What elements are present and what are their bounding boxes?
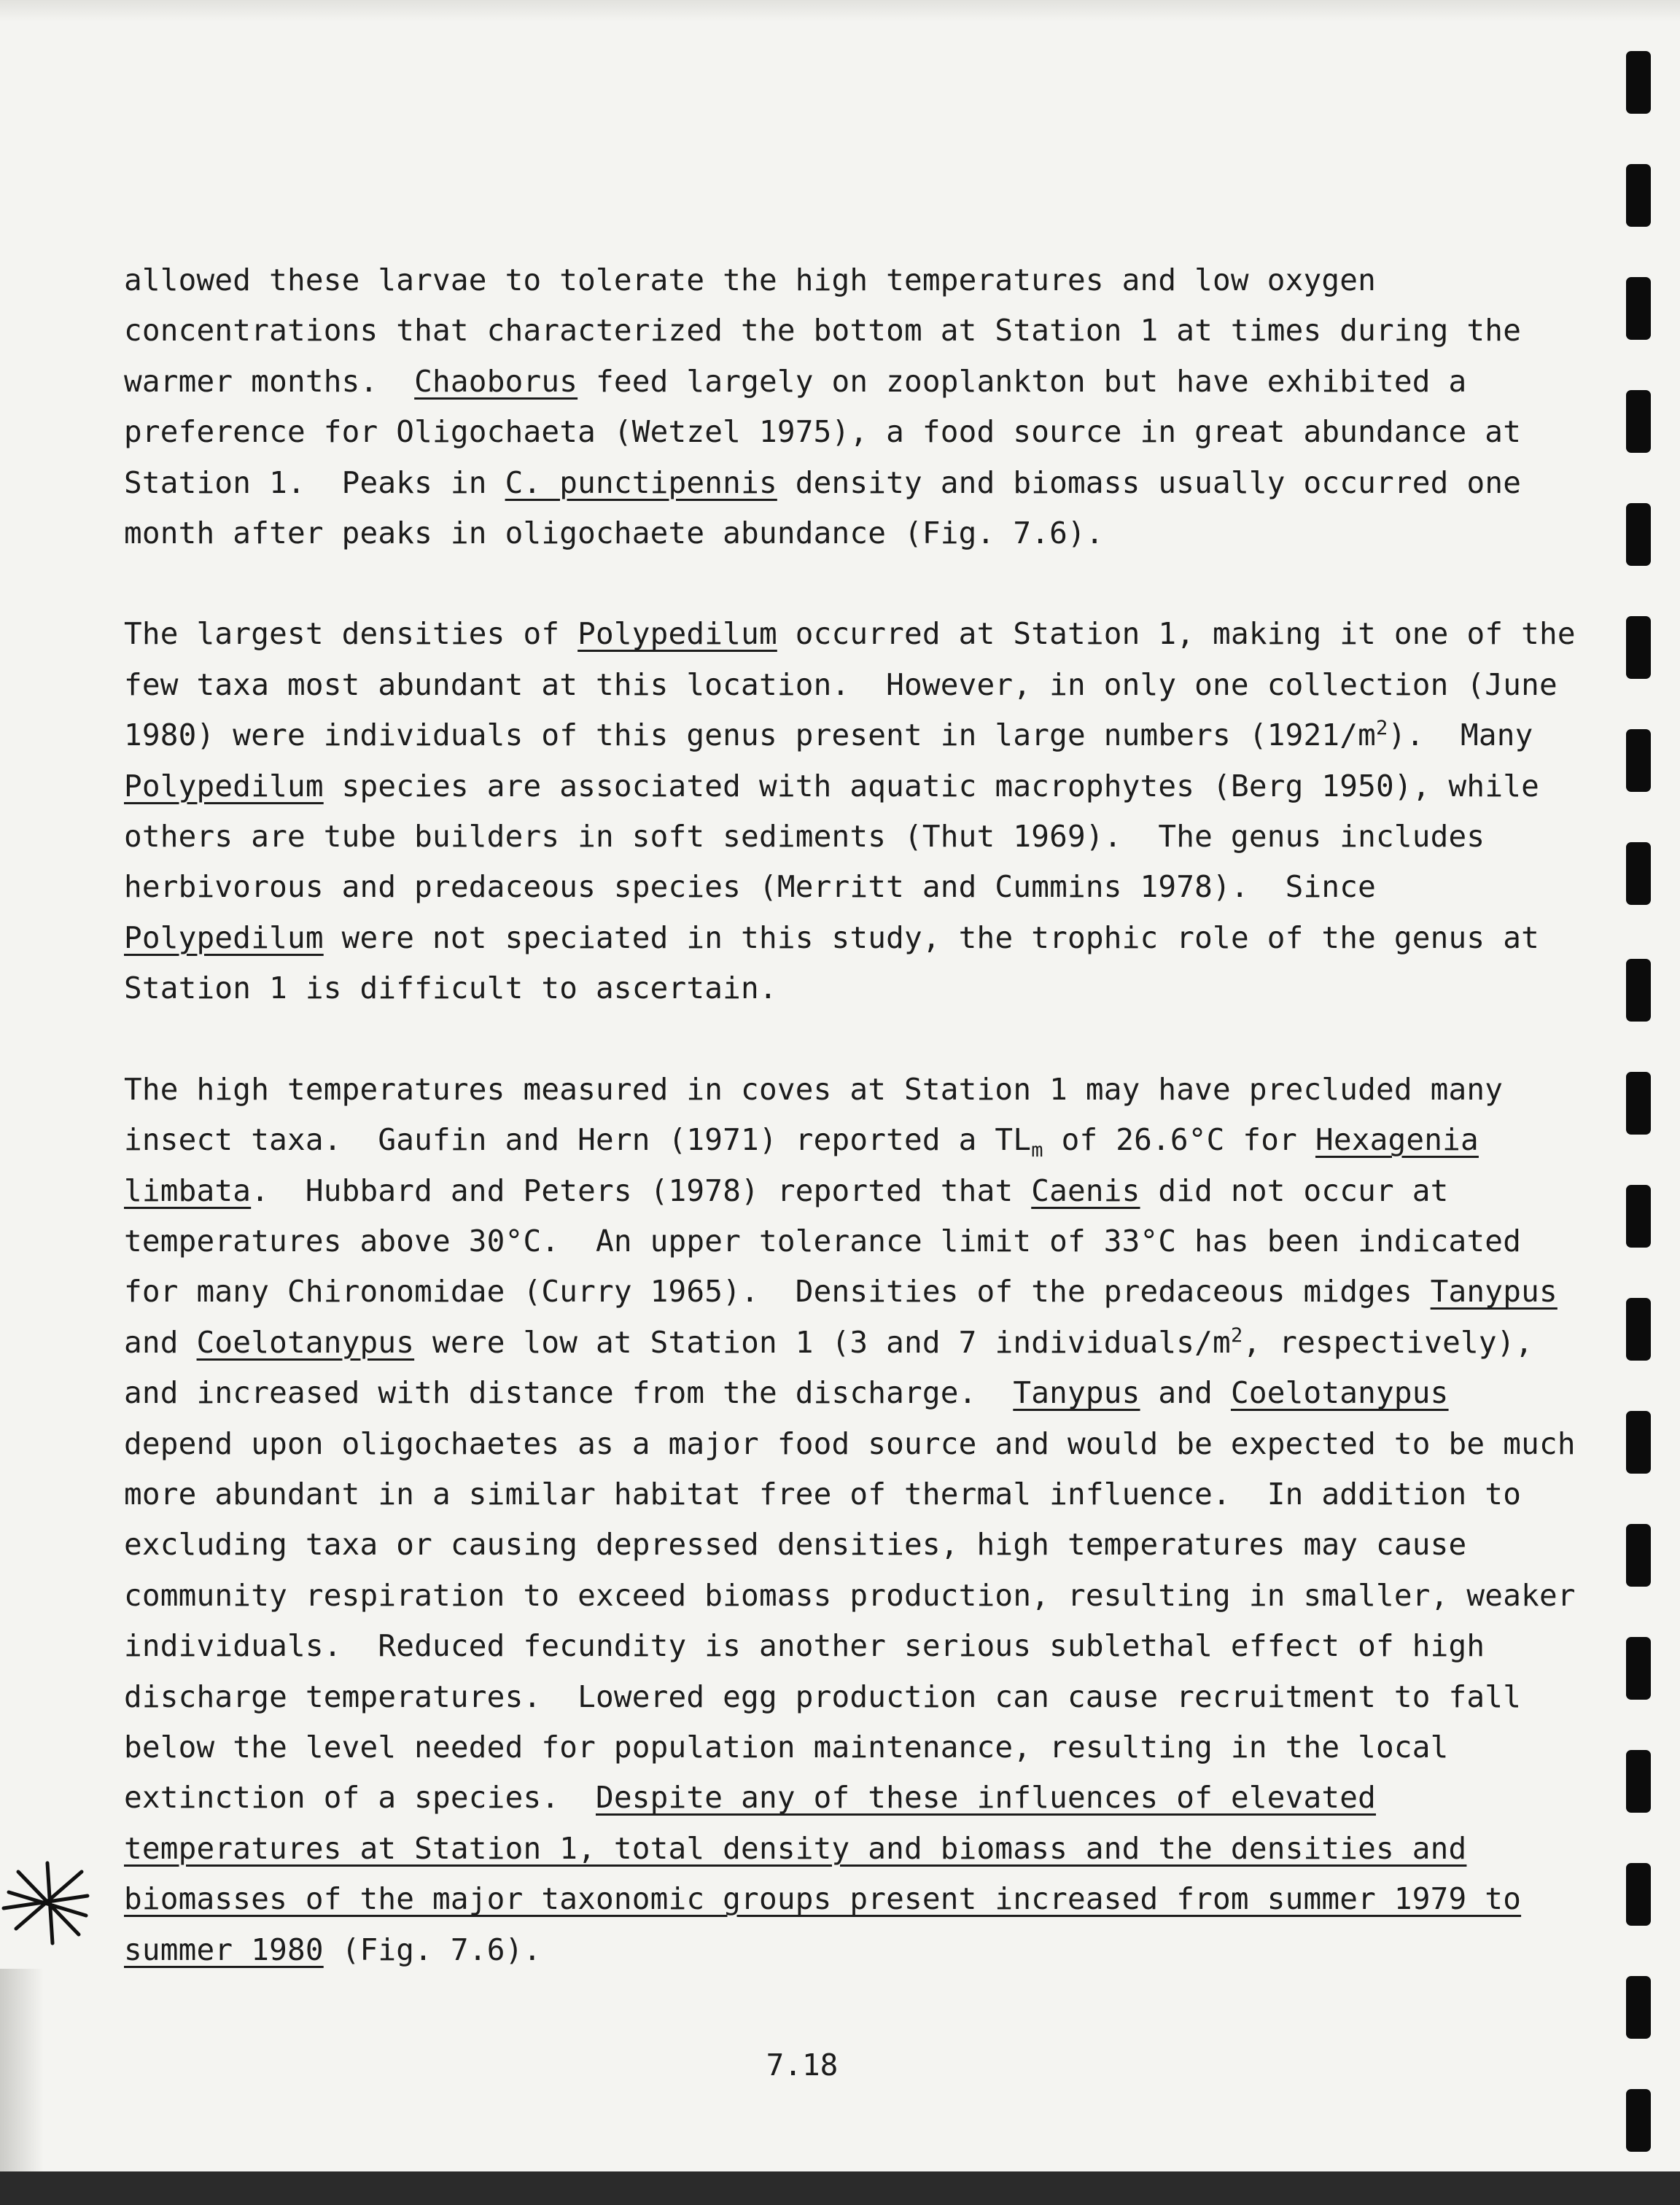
text-run: feed largely on zooplankton but have exhibited a (578, 363, 1467, 399)
text-line: allowed these larvae to tolerate the high temperatures and low oxygen (124, 262, 1377, 298)
text-run: were low at Station 1 (3 and 7 individuals/m (414, 1324, 1231, 1360)
text-run: The largest densities of (124, 616, 578, 652)
taxon-name: Coelotanypus (1230, 1375, 1449, 1411)
text-line (124, 1824, 1495, 1874)
text-line: community respiration to exceed biomass production, resulting in smaller, weaker (124, 1577, 1576, 1613)
sprocket-hole (1626, 1072, 1651, 1135)
taxon-name: Caenis (1031, 1172, 1140, 1208)
text-run: , respectively), (1242, 1324, 1533, 1360)
paragraph-2 (124, 609, 1576, 1014)
text-run: extinction of a species. (124, 1780, 596, 1816)
sprocket-hole (1626, 51, 1651, 114)
taxon-name: Coelotanypus (196, 1324, 415, 1360)
text-run: (Fig. 7.6). (323, 1932, 542, 1967)
handwritten-underline-text: summer 1980 (124, 1932, 324, 1967)
text-line (124, 1773, 1495, 1823)
sprocket-hole (1626, 1411, 1651, 1474)
text-line: more abundant in a similar habitat free of thermal influence. In addition to (124, 1476, 1522, 1512)
text-line: preference for Oligochaeta (Wetzel 1975), a food source in great abundance at (124, 414, 1522, 450)
asterisk-icon (0, 1856, 95, 1951)
text-run: did not occur at (1140, 1172, 1449, 1208)
text-line (124, 1925, 1495, 1975)
paragraph-1 (124, 255, 1522, 559)
sprocket-hole (1626, 390, 1651, 453)
text-run: of 26.6°C for (1043, 1122, 1315, 1158)
text-line: below the level needed for population maintenance, resulting in the local (124, 1729, 1449, 1765)
sprocket-hole (1626, 1298, 1651, 1361)
taxon-name: Tanypus (1430, 1274, 1558, 1310)
handwritten-underline-text: Despite any of these influences of elevated (596, 1780, 1377, 1816)
sprocket-hole (1626, 1524, 1651, 1587)
sprocket-hole (1626, 1976, 1651, 2039)
text-line: month after peaks in oligochaete abundance (Fig. 7.6). (124, 516, 1104, 551)
superscript: 2 (1230, 1323, 1243, 1347)
sprocket-hole (1626, 503, 1651, 566)
text-line (124, 710, 1533, 761)
taxon-name: Tanypus (1013, 1375, 1140, 1411)
text-run: and (124, 1324, 197, 1360)
text-line: others are tube builders in soft sediments (Thut 1969). The genus includes (124, 819, 1485, 855)
text-line (124, 357, 1495, 407)
sprocket-hole (1626, 729, 1651, 792)
taxon-name: Chaoborus (414, 363, 578, 399)
handwritten-underline-text: temperatures at Station 1, total density and biomass and the densities and (124, 1830, 1467, 1866)
paragraph-3 (124, 1065, 1576, 1975)
sprocket-hole (1626, 959, 1651, 1022)
text-run: were not speciated in this study, the trophic role of the genus at (323, 919, 1539, 955)
text-run: density and biomass usually occurred one (777, 464, 1522, 500)
taxon-name: limbata (124, 1172, 252, 1208)
sprocket-hole (1626, 1750, 1651, 1813)
sprocket-hole (1626, 842, 1651, 905)
text-line: excluding taxa or causing depressed densities, high temperatures may cause (124, 1527, 1467, 1563)
sprocket-hole (1626, 277, 1651, 340)
taxon-name: Polypedilum (124, 768, 324, 804)
taxon-name: Hexagenia (1315, 1122, 1479, 1158)
text-line: herbivorous and predaceous species (Merritt and Cummins 1978). Since (124, 869, 1377, 905)
text-run: and (1140, 1375, 1231, 1411)
text-line: concentrations that characterized the bottom at Station 1 at times during the (124, 313, 1522, 349)
sprocket-hole (1626, 1863, 1651, 1926)
page-number: 7.18 (766, 2048, 839, 2082)
text-line: discharge temperatures. Lowered egg production can cause recruitment to fall (124, 1679, 1522, 1714)
text-run: 1980) were individuals of this genus present in large numbers (1921/m (124, 718, 1377, 753)
text-run: and increased with distance from the discharge. (124, 1375, 1014, 1411)
sprocket-hole (1626, 616, 1651, 679)
text-run: . Hubbard and Peters (1978) reported that (251, 1172, 1032, 1208)
scan-edge-bottom (0, 2171, 1680, 2205)
taxon-name: Polypedilum (578, 616, 777, 652)
taxon-name: Polypedilum (124, 919, 324, 955)
subscript: m (1031, 1139, 1043, 1162)
text-run: occurred at Station 1, making it one of the (777, 616, 1576, 652)
text-run: ). Many (1388, 718, 1533, 753)
text-line (124, 1368, 1495, 1418)
text-run: warmer months. (124, 363, 415, 399)
sprocket-hole (1626, 2089, 1651, 2152)
text-run: Station 1. Peaks in (124, 464, 505, 500)
text-line (124, 913, 1539, 963)
text-line: depend upon oligochaetes as a major food source and would be expected to be much (124, 1426, 1576, 1461)
text-line: few taxa most abundant at this location. However, in only one collection (June (124, 666, 1558, 702)
text-run: insect taxa. Gaufin and Hern (1971) reported a TL (124, 1122, 1032, 1158)
taxon-name: C. punctipennis (505, 464, 777, 500)
text-run: for many Chironomidae (Curry 1965). Densities of the predaceous midges (124, 1274, 1431, 1310)
text-line (124, 1166, 1495, 1216)
superscript: 2 (1376, 717, 1388, 740)
sprocket-hole (1626, 1185, 1651, 1248)
scan-edge-left (0, 1969, 44, 2180)
sprocket-hole (1626, 1637, 1651, 1700)
page-body (124, 255, 1576, 1975)
text-line (124, 1115, 1495, 1165)
text-line (124, 1318, 1533, 1368)
text-line: individuals. Reduced fecundity is another serious sublethal effect of high (124, 1628, 1485, 1664)
text-line: temperatures above 30°C. An upper tolerance limit of 33°C has been indicated (124, 1223, 1522, 1259)
text-line (124, 1874, 1522, 1924)
text-run: species are associated with aquatic macrophytes (Berg 1950), while (323, 768, 1539, 804)
text-line (124, 1267, 1558, 1317)
sprocket-hole (1626, 164, 1651, 227)
text-line: Station 1 is difficult to ascertain. (124, 971, 777, 1006)
text-line (124, 458, 1522, 508)
text-line (124, 761, 1539, 812)
text-line: The high temperatures measured in coves at Station 1 may have precluded many (124, 1071, 1504, 1107)
text-line (124, 609, 1576, 659)
handwritten-underline-text: biomasses of the major taxonomic groups present increased from summer 1979 to (124, 1881, 1522, 1917)
scan-edge-top (0, 0, 1680, 22)
